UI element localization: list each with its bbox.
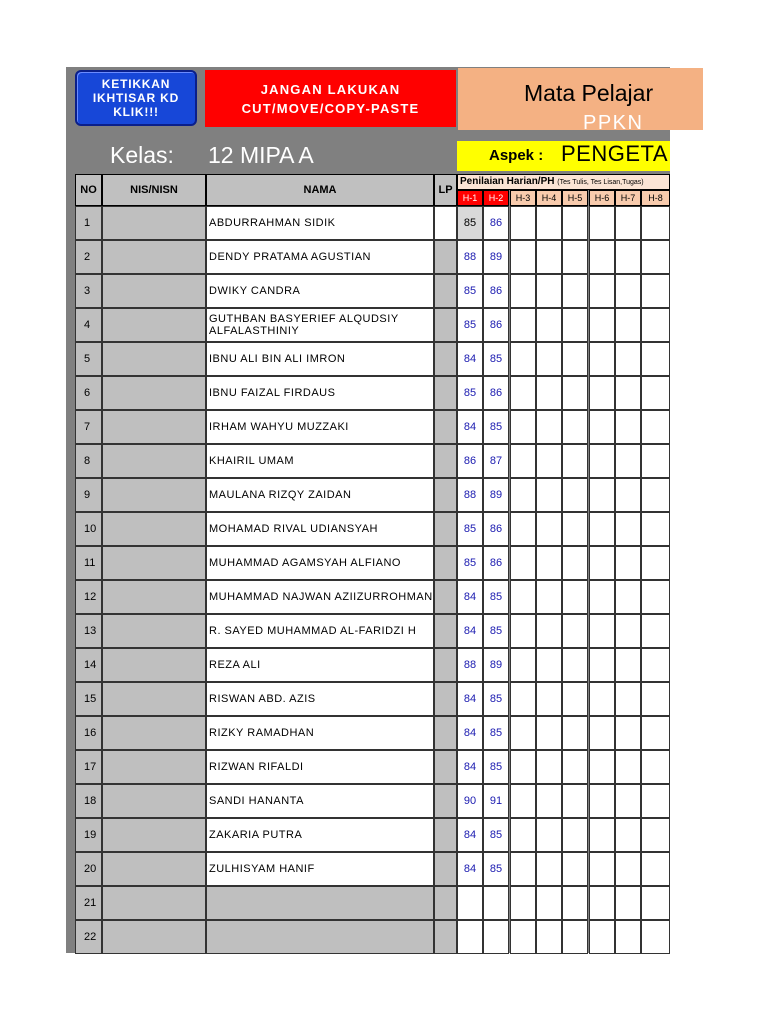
lp-cell[interactable] — [434, 614, 457, 648]
score-cell-h-2[interactable]: 91 — [483, 784, 509, 818]
score-cell-h-7[interactable] — [615, 308, 641, 342]
score-cell-h-4[interactable] — [536, 716, 562, 750]
student-name-cell[interactable]: MUHAMMAD AGAMSYAH ALFIANO — [206, 546, 434, 580]
nis-cell[interactable] — [102, 818, 206, 852]
score-cell-h-6[interactable] — [589, 886, 615, 920]
row-number: 22 — [75, 920, 102, 954]
score-cell-h-2[interactable]: 87 — [483, 444, 509, 478]
row-number: 6 — [75, 376, 102, 410]
score-cell-h-4[interactable] — [536, 546, 562, 580]
warning-line-1: JANGAN LAKUKAN — [260, 81, 401, 97]
score-cell-h-1[interactable]: 88 — [457, 240, 483, 274]
score-cell-h-4[interactable] — [536, 818, 562, 852]
nis-cell[interactable] — [102, 920, 206, 954]
score-cell-h-1[interactable]: 85 — [457, 206, 483, 240]
score-cell-h-1[interactable]: 84 — [457, 410, 483, 444]
ketikkan-ikhtisar-kd-button[interactable] — [75, 70, 197, 126]
score-cell-h-7[interactable] — [615, 682, 641, 716]
score-cell-h-6[interactable] — [589, 444, 615, 478]
score-cell-h-7[interactable] — [615, 784, 641, 818]
nis-cell[interactable] — [102, 478, 206, 512]
penilaian-harian-title: Penilaian Harian/PH — [460, 176, 555, 187]
score-cell-h-1[interactable]: 85 — [457, 546, 483, 580]
score-cell-h-8[interactable] — [641, 376, 670, 410]
score-cell-h-7[interactable] — [615, 818, 641, 852]
row-number: 18 — [75, 784, 102, 818]
score-cell-h-8[interactable] — [641, 342, 670, 376]
student-name-cell[interactable]: DWIKY CANDRA — [206, 274, 434, 308]
header-nis: NIS/NISN — [102, 174, 206, 206]
score-cell-h-3[interactable] — [510, 274, 536, 308]
score-cell-h-3[interactable] — [510, 308, 536, 342]
score-cell-h-3[interactable] — [510, 648, 536, 682]
score-cell-h-1[interactable]: 84 — [457, 580, 483, 614]
score-cell-h-4[interactable] — [536, 444, 562, 478]
student-name-cell[interactable]: MAULANA RIZQY ZAIDAN — [206, 478, 434, 512]
score-cell-h-5[interactable] — [562, 920, 588, 954]
score-cell-h-5[interactable] — [562, 512, 588, 546]
score-cell-h-2[interactable]: 86 — [483, 274, 509, 308]
score-cell-h-7[interactable] — [615, 716, 641, 750]
nis-cell[interactable] — [102, 886, 206, 920]
nis-cell[interactable] — [102, 240, 206, 274]
score-cell-h-3[interactable] — [510, 682, 536, 716]
row-number: 2 — [75, 240, 102, 274]
student-name-cell[interactable]: KHAIRIL UMAM — [206, 444, 434, 478]
score-cell-h-8[interactable] — [641, 478, 670, 512]
lp-cell[interactable] — [434, 206, 457, 240]
score-cell-h-1[interactable]: 88 — [457, 478, 483, 512]
score-cell-h-6[interactable] — [589, 580, 615, 614]
score-cell-h-4[interactable] — [536, 886, 562, 920]
lp-cell[interactable] — [434, 274, 457, 308]
score-cell-h-8[interactable] — [641, 512, 670, 546]
score-cell-h-3[interactable] — [510, 716, 536, 750]
score-cell-h-2[interactable]: 85 — [483, 682, 509, 716]
score-cell-h-1[interactable]: 85 — [457, 274, 483, 308]
lp-cell[interactable] — [434, 852, 457, 886]
score-cell-h-6[interactable] — [589, 716, 615, 750]
score-cell-h-8[interactable] — [641, 410, 670, 444]
score-cell-h-8[interactable] — [641, 682, 670, 716]
penilaian-harian-subtitle: (Tes Tulis, Tes Lisan,Tugas) — [557, 179, 644, 186]
score-cell-h-1[interactable]: 84 — [457, 614, 483, 648]
score-cell-h-3[interactable] — [510, 240, 536, 274]
score-cell-h-8[interactable] — [641, 308, 670, 342]
score-cell-h-2[interactable]: 86 — [483, 376, 509, 410]
score-cell-h-4[interactable] — [536, 240, 562, 274]
score-cell-h-4[interactable] — [536, 750, 562, 784]
score-cell-h-4[interactable] — [536, 920, 562, 954]
score-cell-h-5[interactable] — [562, 546, 588, 580]
header-h-6: H-6 — [589, 190, 615, 206]
score-cell-h-7[interactable] — [615, 648, 641, 682]
score-cell-h-1[interactable] — [457, 886, 483, 920]
score-cell-h-2[interactable]: 85 — [483, 410, 509, 444]
header-h-8: H-8 — [641, 190, 670, 206]
lp-cell[interactable] — [434, 784, 457, 818]
score-cell-h-4[interactable] — [536, 512, 562, 546]
score-cell-h-4[interactable] — [536, 784, 562, 818]
score-cell-h-2[interactable] — [483, 886, 509, 920]
lp-cell[interactable] — [434, 716, 457, 750]
lp-cell[interactable] — [434, 410, 457, 444]
score-cell-h-2[interactable]: 89 — [483, 648, 509, 682]
student-name-cell[interactable]: RIZWAN RIFALDI — [206, 750, 434, 784]
score-cell-h-8[interactable] — [641, 614, 670, 648]
lp-cell[interactable] — [434, 818, 457, 852]
lp-cell[interactable] — [434, 682, 457, 716]
row-number: 19 — [75, 818, 102, 852]
row-number: 1 — [75, 206, 102, 240]
nis-cell[interactable] — [102, 444, 206, 478]
lp-cell[interactable] — [434, 648, 457, 682]
score-cell-h-4[interactable] — [536, 376, 562, 410]
row-number: 16 — [75, 716, 102, 750]
student-name-cell[interactable]: RIZKY RAMADHAN — [206, 716, 434, 750]
student-name-cell[interactable]: SANDI HANANTA — [206, 784, 434, 818]
row-number: 4 — [75, 308, 102, 342]
score-cell-h-8[interactable] — [641, 920, 670, 954]
score-cell-h-3[interactable] — [510, 410, 536, 444]
score-cell-h-7[interactable] — [615, 546, 641, 580]
score-cell-h-3[interactable] — [510, 444, 536, 478]
score-cell-h-7[interactable] — [615, 580, 641, 614]
score-cell-h-4[interactable] — [536, 308, 562, 342]
score-cell-h-3[interactable] — [510, 342, 536, 376]
row-number: 21 — [75, 886, 102, 920]
score-cell-h-5[interactable] — [562, 682, 588, 716]
score-cell-h-1[interactable] — [457, 920, 483, 954]
score-cell-h-7[interactable] — [615, 274, 641, 308]
score-cell-h-2[interactable]: 89 — [483, 478, 509, 512]
row-number: 5 — [75, 342, 102, 376]
score-cell-h-5[interactable] — [562, 716, 588, 750]
score-cell-h-4[interactable] — [536, 410, 562, 444]
score-cell-h-3[interactable] — [510, 580, 536, 614]
score-cell-h-8[interactable] — [641, 784, 670, 818]
score-cell-h-1[interactable]: 85 — [457, 376, 483, 410]
score-cell-h-2[interactable]: 85 — [483, 614, 509, 648]
score-cell-h-3[interactable] — [510, 512, 536, 546]
score-cell-h-5[interactable] — [562, 342, 588, 376]
score-cell-h-5[interactable] — [562, 614, 588, 648]
kd-button-line-1: KETIKKAN — [101, 77, 171, 91]
score-cell-h-7[interactable] — [615, 410, 641, 444]
score-cell-h-8[interactable] — [641, 240, 670, 274]
score-cell-h-7[interactable] — [615, 342, 641, 376]
score-cell-h-1[interactable]: 85 — [457, 512, 483, 546]
score-cell-h-8[interactable] — [641, 206, 670, 240]
score-cell-h-3[interactable] — [510, 852, 536, 886]
score-cell-h-5[interactable] — [562, 818, 588, 852]
score-cell-h-5[interactable] — [562, 240, 588, 274]
score-cell-h-3[interactable] — [510, 750, 536, 784]
student-name-cell[interactable]: REZA ALI — [206, 648, 434, 682]
aspek-label: Aspek : — [489, 147, 544, 164]
header-h-2: H-2 — [483, 190, 509, 206]
row-number: 11 — [75, 546, 102, 580]
nis-cell[interactable] — [102, 750, 206, 784]
header-nama: NAMA — [206, 174, 434, 206]
score-cell-h-2[interactable]: 89 — [483, 240, 509, 274]
nis-cell[interactable] — [102, 580, 206, 614]
score-cell-h-8[interactable] — [641, 852, 670, 886]
score-cell-h-3[interactable] — [510, 614, 536, 648]
score-cell-h-6[interactable] — [589, 410, 615, 444]
row-number: 8 — [75, 444, 102, 478]
kd-button-line-3: KLIK!!! — [113, 105, 159, 119]
student-name-cell[interactable]: GUTHBAN BASYERIEF ALQUDSIY ALFALASTHINIY — [206, 308, 434, 342]
score-cell-h-1[interactable]: 85 — [457, 308, 483, 342]
score-cell-h-7[interactable] — [615, 512, 641, 546]
score-cell-h-1[interactable]: 84 — [457, 852, 483, 886]
header-h-1: H-1 — [457, 190, 483, 206]
score-cell-h-7[interactable] — [615, 478, 641, 512]
lp-cell[interactable] — [434, 308, 457, 342]
kelas-value[interactable]: 12 MIPA A — [208, 142, 314, 168]
nis-cell[interactable] — [102, 376, 206, 410]
score-cell-h-6[interactable] — [589, 342, 615, 376]
score-cell-h-4[interactable] — [536, 614, 562, 648]
score-cell-h-6[interactable] — [589, 784, 615, 818]
score-cell-h-1[interactable]: 90 — [457, 784, 483, 818]
student-name-cell[interactable]: R. SAYED MUHAMMAD AL-FARIDZI H — [206, 614, 434, 648]
student-name-cell[interactable]: IRHAM WAHYU MUZZAKI — [206, 410, 434, 444]
score-cell-h-5[interactable] — [562, 376, 588, 410]
score-cell-h-7[interactable] — [615, 206, 641, 240]
lp-cell[interactable] — [434, 240, 457, 274]
warning-line-2: CUT/MOVE/COPY-PASTE — [241, 100, 420, 116]
score-cell-h-5[interactable] — [562, 274, 588, 308]
score-cell-h-2[interactable]: 85 — [483, 818, 509, 852]
row-number: 14 — [75, 648, 102, 682]
score-cell-h-3[interactable] — [510, 784, 536, 818]
score-cell-h-6[interactable] — [589, 478, 615, 512]
score-cell-h-2[interactable]: 86 — [483, 546, 509, 580]
score-cell-h-5[interactable] — [562, 750, 588, 784]
nis-cell[interactable] — [102, 716, 206, 750]
score-cell-h-2[interactable]: 85 — [483, 852, 509, 886]
score-cell-h-6[interactable] — [589, 818, 615, 852]
score-cell-h-6[interactable] — [589, 274, 615, 308]
score-cell-h-6[interactable] — [589, 920, 615, 954]
nis-cell[interactable] — [102, 614, 206, 648]
student-name-cell[interactable]: DENDY PRATAMA AGUSTIAN — [206, 240, 434, 274]
kd-button-line-2: IKHTISAR KD — [92, 91, 180, 105]
nis-cell[interactable] — [102, 682, 206, 716]
score-cell-h-7[interactable] — [615, 750, 641, 784]
score-cell-h-4[interactable] — [536, 342, 562, 376]
score-cell-h-4[interactable] — [536, 580, 562, 614]
score-cell-h-5[interactable] — [562, 410, 588, 444]
score-cell-h-4[interactable] — [536, 478, 562, 512]
score-cell-h-7[interactable] — [615, 376, 641, 410]
row-number: 15 — [75, 682, 102, 716]
score-cell-h-6[interactable] — [589, 206, 615, 240]
student-name-cell[interactable]: ZULHISYAM HANIF — [206, 852, 434, 886]
nis-cell[interactable] — [102, 784, 206, 818]
nis-cell[interactable] — [102, 648, 206, 682]
student-name-cell[interactable]: RISWAN ABD. AZIS — [206, 682, 434, 716]
score-cell-h-8[interactable] — [641, 546, 670, 580]
lp-cell[interactable] — [434, 546, 457, 580]
header-h-4: H-4 — [536, 190, 562, 206]
score-cell-h-6[interactable] — [589, 512, 615, 546]
student-name-cell[interactable]: IBNU FAIZAL FIRDAUS — [206, 376, 434, 410]
score-cell-h-5[interactable] — [562, 478, 588, 512]
kelas-label: Kelas: — [110, 142, 174, 168]
score-cell-h-4[interactable] — [536, 206, 562, 240]
student-name-cell[interactable]: MOHAMAD RIVAL UDIANSYAH — [206, 512, 434, 546]
score-cell-h-6[interactable] — [589, 648, 615, 682]
lp-cell[interactable] — [434, 478, 457, 512]
header-no: NO — [75, 174, 102, 206]
score-cell-h-5[interactable] — [562, 648, 588, 682]
lp-cell[interactable] — [434, 886, 457, 920]
student-name-cell[interactable]: MUHAMMAD NAJWAN AZIIZURROHMAN — [206, 580, 434, 614]
score-cell-h-2[interactable]: 85 — [483, 750, 509, 784]
score-cell-h-8[interactable] — [641, 750, 670, 784]
score-cell-h-6[interactable] — [589, 308, 615, 342]
nis-cell[interactable] — [102, 308, 206, 342]
lp-cell[interactable] — [434, 750, 457, 784]
score-cell-h-8[interactable] — [641, 886, 670, 920]
score-cell-h-7[interactable] — [615, 852, 641, 886]
score-cell-h-6[interactable] — [589, 682, 615, 716]
lp-cell[interactable] — [434, 444, 457, 478]
row-number: 17 — [75, 750, 102, 784]
student-name-cell[interactable]: ABDURRAHMAN SIDIK — [206, 206, 434, 240]
score-cell-h-7[interactable] — [615, 886, 641, 920]
row-number: 7 — [75, 410, 102, 444]
score-cell-h-5[interactable] — [562, 444, 588, 478]
sheet-edge — [670, 130, 768, 1024]
lp-cell[interactable] — [434, 512, 457, 546]
score-cell-h-6[interactable] — [589, 750, 615, 784]
lp-cell[interactable] — [434, 580, 457, 614]
lp-cell[interactable] — [434, 920, 457, 954]
score-cell-h-6[interactable] — [589, 240, 615, 274]
score-cell-h-2[interactable]: 85 — [483, 580, 509, 614]
row-number: 9 — [75, 478, 102, 512]
mata-pelajaran-value[interactable]: PPKN — [583, 112, 644, 134]
nis-cell[interactable] — [102, 546, 206, 580]
score-cell-h-8[interactable] — [641, 444, 670, 478]
score-cell-h-8[interactable] — [641, 818, 670, 852]
score-cell-h-3[interactable] — [510, 920, 536, 954]
score-cell-h-5[interactable] — [562, 308, 588, 342]
student-name-cell[interactable] — [206, 920, 434, 954]
row-number: 10 — [75, 512, 102, 546]
score-cell-h-8[interactable] — [641, 716, 670, 750]
penilaian-harian-header — [457, 174, 670, 190]
row-number: 3 — [75, 274, 102, 308]
score-cell-h-6[interactable] — [589, 852, 615, 886]
mata-pelajaran-label: Mata Pelajar — [524, 80, 654, 106]
header-h-3: H-3 — [510, 190, 536, 206]
score-cell-h-7[interactable] — [615, 444, 641, 478]
score-cell-h-1[interactable]: 84 — [457, 342, 483, 376]
row-number: 12 — [75, 580, 102, 614]
score-cell-h-7[interactable] — [615, 920, 641, 954]
score-cell-h-1[interactable]: 84 — [457, 682, 483, 716]
score-cell-h-2[interactable]: 86 — [483, 308, 509, 342]
score-cell-h-2[interactable]: 85 — [483, 342, 509, 376]
score-cell-h-5[interactable] — [562, 206, 588, 240]
warning-banner — [205, 70, 456, 127]
student-name-cell[interactable]: IBNU ALI BIN ALI IMRON — [206, 342, 434, 376]
nis-cell[interactable] — [102, 512, 206, 546]
score-cell-h-7[interactable] — [615, 614, 641, 648]
score-cell-h-3[interactable] — [510, 546, 536, 580]
score-cell-h-3[interactable] — [510, 478, 536, 512]
score-cell-h-3[interactable] — [510, 376, 536, 410]
score-cell-h-4[interactable] — [536, 852, 562, 886]
score-cell-h-5[interactable] — [562, 784, 588, 818]
score-cell-h-1[interactable]: 88 — [457, 648, 483, 682]
header-h-7: H-7 — [615, 190, 641, 206]
score-cell-h-2[interactable] — [483, 920, 509, 954]
score-cell-h-1[interactable]: 84 — [457, 818, 483, 852]
score-cell-h-3[interactable] — [510, 886, 536, 920]
aspek-value[interactable]: PENGETA — [561, 141, 669, 166]
lp-cell[interactable] — [434, 376, 457, 410]
score-cell-h-2[interactable]: 86 — [483, 512, 509, 546]
row-number: 20 — [75, 852, 102, 886]
score-cell-h-3[interactable] — [510, 206, 536, 240]
score-cell-h-5[interactable] — [562, 886, 588, 920]
lp-cell[interactable] — [434, 342, 457, 376]
score-cell-h-4[interactable] — [536, 648, 562, 682]
score-cell-h-6[interactable] — [589, 546, 615, 580]
header-lp: LP — [434, 174, 457, 206]
student-name-cell[interactable]: ZAKARIA PUTRA — [206, 818, 434, 852]
score-cell-h-3[interactable] — [510, 818, 536, 852]
header-h-5: H-5 — [562, 190, 588, 206]
row-number: 13 — [75, 614, 102, 648]
score-cell-h-8[interactable] — [641, 274, 670, 308]
score-cell-h-8[interactable] — [641, 580, 670, 614]
score-cell-h-1[interactable]: 84 — [457, 716, 483, 750]
score-cell-h-4[interactable] — [536, 682, 562, 716]
score-cell-h-8[interactable] — [641, 648, 670, 682]
score-cell-h-7[interactable] — [615, 240, 641, 274]
nis-cell[interactable] — [102, 410, 206, 444]
score-cell-h-2[interactable]: 85 — [483, 716, 509, 750]
score-cell-h-1[interactable]: 84 — [457, 750, 483, 784]
nis-cell[interactable] — [102, 206, 206, 240]
nis-cell[interactable] — [102, 274, 206, 308]
score-cell-h-1[interactable]: 86 — [457, 444, 483, 478]
score-cell-h-5[interactable] — [562, 580, 588, 614]
score-cell-h-2[interactable]: 86 — [483, 206, 509, 240]
nis-cell[interactable] — [102, 342, 206, 376]
score-cell-h-6[interactable] — [589, 376, 615, 410]
score-cell-h-6[interactable] — [589, 614, 615, 648]
student-name-cell[interactable] — [206, 886, 434, 920]
nis-cell[interactable] — [102, 852, 206, 886]
score-cell-h-5[interactable] — [562, 852, 588, 886]
score-cell-h-4[interactable] — [536, 274, 562, 308]
